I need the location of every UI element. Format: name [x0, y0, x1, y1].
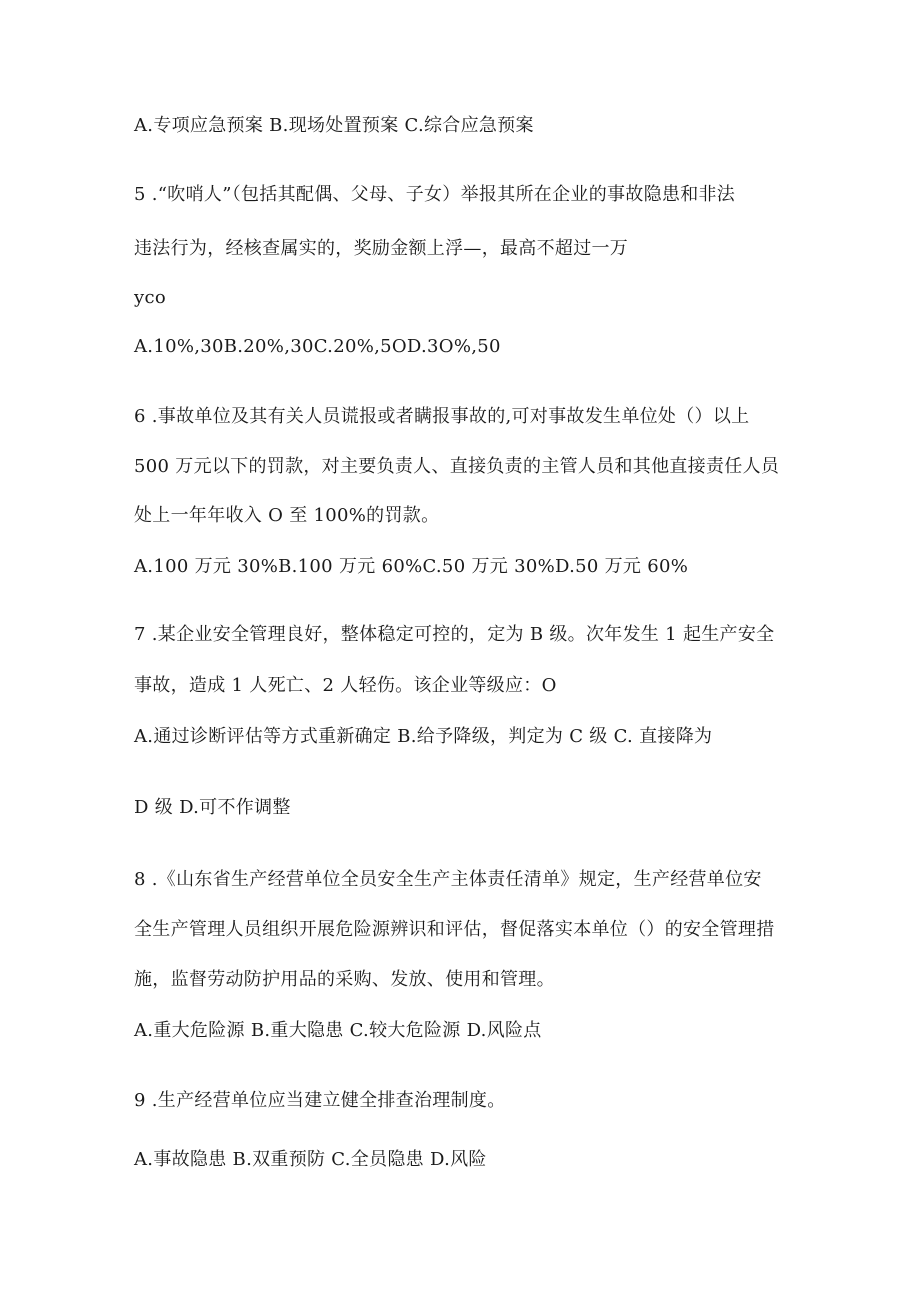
q4-options: A.专项应急预案 B.现场处置预案 C.综合应急预案	[134, 115, 534, 136]
q9-text-line-1: 9 .生产经营单位应当建立健全排查治理制度。	[134, 1090, 506, 1111]
q5-text-line-3: yco	[134, 287, 166, 308]
q9-options: A.事故隐患 B.双重预防 C.全员隐患 D.风险	[134, 1149, 487, 1170]
q5-options: A.10%,30B.20%,30C.20%,5OD.3O%,50	[134, 336, 501, 357]
q8-text-line-2: 全生产管理人员组织开展危险源辨识和评估，督促落实本单位（）的安全管理措	[134, 919, 775, 940]
q8-text-line-1: 8 .《山东省生产经营单位全员安全生产主体责任清单》规定，生产经营单位安	[134, 869, 762, 890]
q7-text-line-2: 事故，造成 1 人死亡、2 人轻伤。该企业等级应：O	[134, 675, 557, 696]
q7-options-line-1: A.通过诊断评估等方式重新确定 B.给予降级，判定为 C 级 C. 直接降为	[134, 726, 713, 747]
q5-text-line-1: 5 .“吹哨人”（包括其配偶、父母、子女）举报其所在企业的事故隐患和非法	[134, 184, 736, 205]
q6-text-line-3: 处上一年年收入 O 至 100%的罚款。	[134, 505, 440, 526]
q7-text-line-1: 7 .某企业安全管理良好，整体稳定可控的，定为 B 级。次年发生 1 起生产安全	[134, 624, 775, 645]
q6-text-line-1: 6 .事故单位及其有关人员谎报或者瞒报事故的,可对事故发生单位处（）以上	[134, 406, 750, 427]
q8-text-line-3: 施，监督劳动防护用品的采购、发放、使用和管理。	[134, 969, 555, 990]
q7-options-line-2: D 级 D.可不作调整	[134, 797, 291, 818]
q6-text-line-2: 500 万元以下的罚款，对主要负责人、直接负责的主管人员和其他直接责任人员	[134, 456, 780, 477]
q5-text-line-2: 违法行为，经核查属实的，奖励金额上浮—，最高不超过一万	[134, 238, 629, 259]
q8-options: A.重大危险源 B.重大隐患 C.较大危险源 D.风险点	[134, 1020, 542, 1041]
q6-options: A.100 万元 30%B.100 万元 60%C.50 万元 30%D.50 万元 60%	[134, 556, 689, 577]
